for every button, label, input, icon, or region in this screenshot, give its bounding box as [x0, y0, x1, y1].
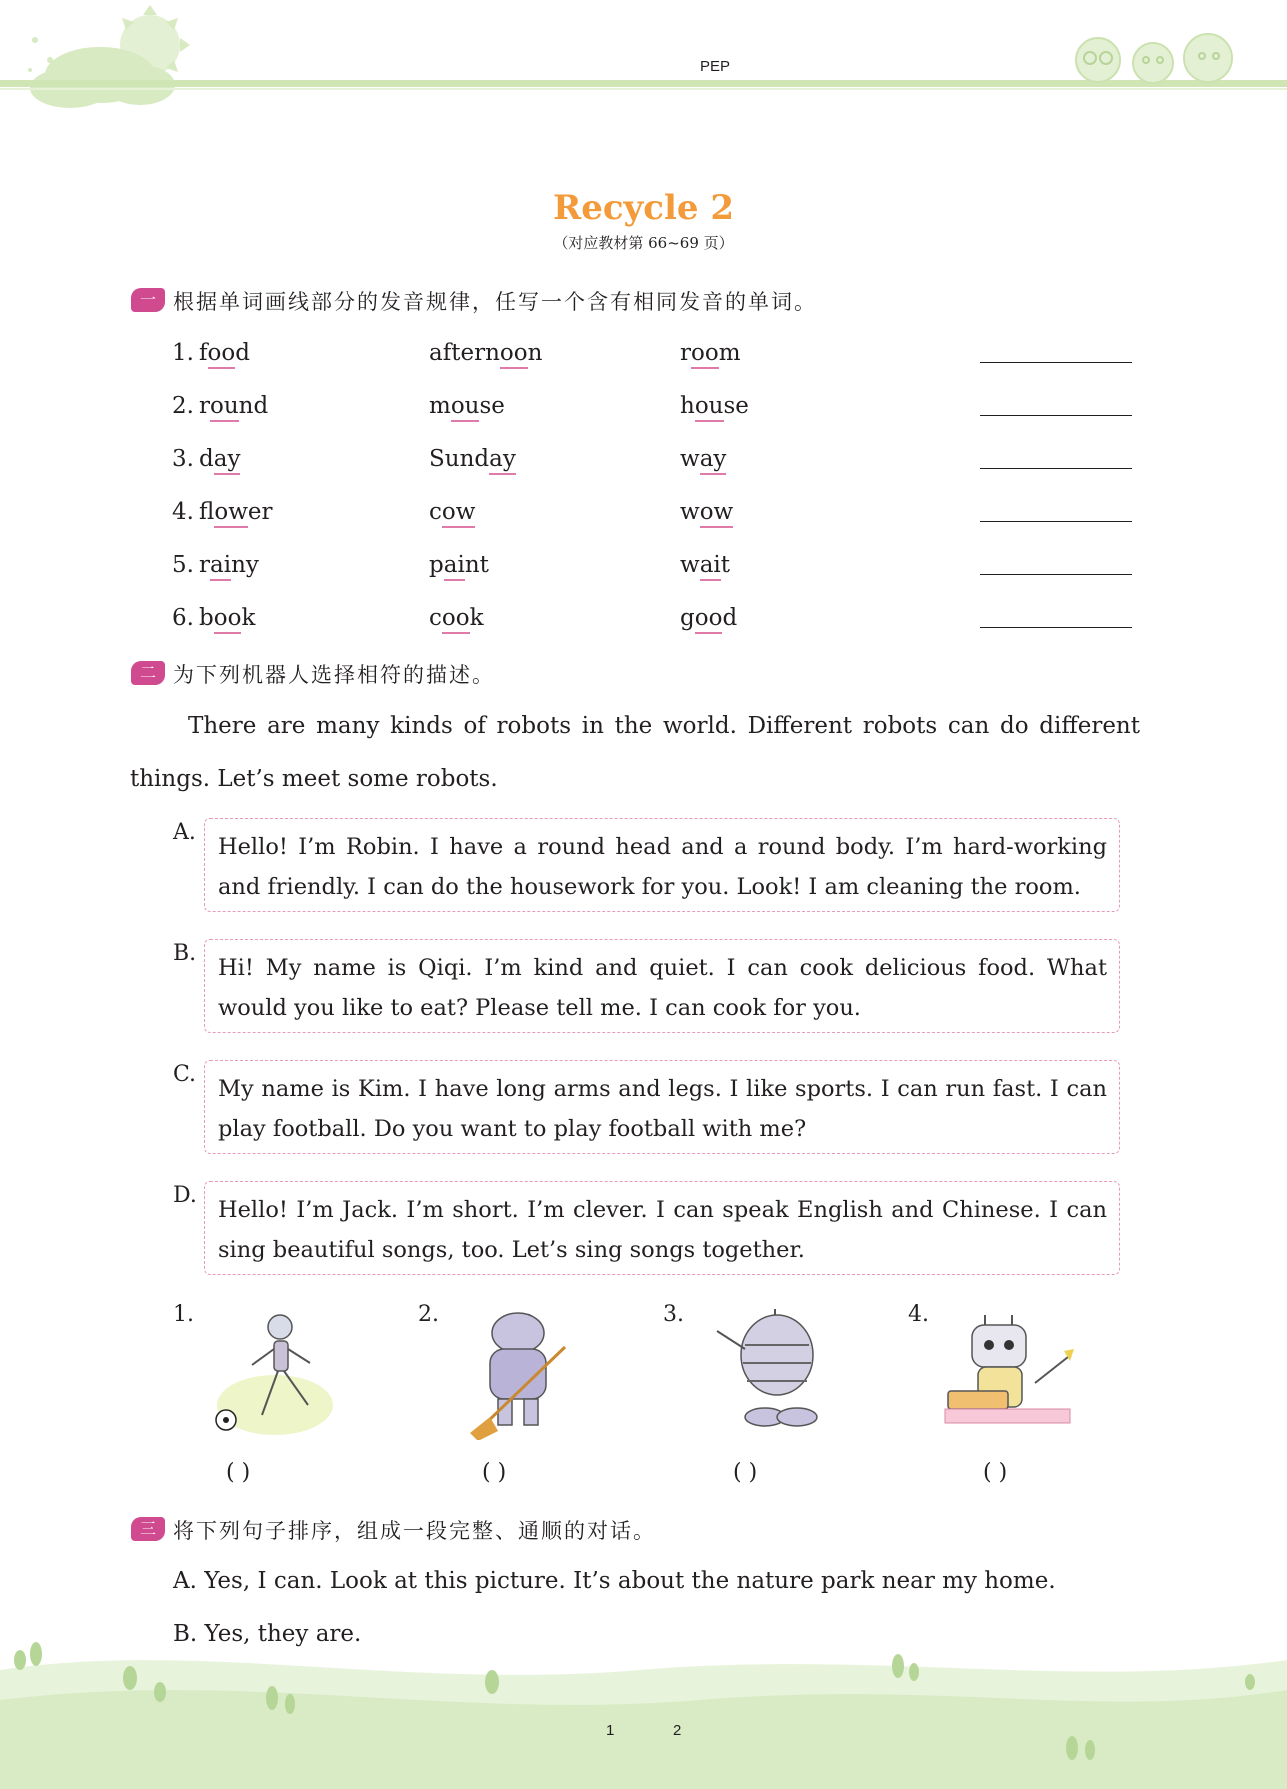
word-part: r	[680, 340, 691, 366]
dialogue-sentence-a: A. Yes, I can. Look at this picture. It’s about the nature park near my home.	[173, 1568, 1056, 1594]
underlined-letters: ai	[444, 552, 465, 581]
underlined-letters: ay	[489, 446, 516, 475]
word-row	[172, 340, 1132, 380]
word	[680, 605, 737, 631]
dialogue-sentence-b: B. Yes, they are.	[173, 1621, 362, 1647]
row-number: 1.	[172, 340, 194, 366]
underlined-letters: oo	[695, 605, 723, 634]
footer-hills-decoration	[0, 1630, 1287, 1789]
section-2-badge: 二	[131, 661, 165, 685]
section-2-title: 为下列机器人选择相符的描述。	[173, 663, 495, 687]
section-1-title: 根据单词画线部分的发音规律，任写一个含有相同发音的单词。	[173, 290, 817, 314]
word-row	[172, 605, 1132, 645]
word-part: d	[722, 605, 738, 631]
word-part: m	[429, 393, 451, 419]
word	[680, 552, 730, 578]
robot-football-picture	[200, 1305, 340, 1440]
word-part: er	[247, 499, 273, 525]
answer-parentheses: ( )	[983, 1460, 1008, 1485]
row-number: 4.	[172, 499, 194, 525]
picture-number: 1.	[173, 1302, 194, 1327]
option-letter: B.	[173, 941, 197, 966]
word	[680, 340, 741, 366]
word	[429, 340, 542, 366]
word	[429, 605, 484, 631]
word-part: b	[199, 605, 214, 631]
word-part: f	[199, 340, 208, 366]
underlined-letters: oo	[208, 340, 236, 369]
word	[199, 393, 268, 419]
word-part: w	[680, 552, 700, 578]
option-d-text: Hello! I’m Jack. I’m short. I’m clever. I can speak English and Chinese. I can sing beautiful songs, too. Let’s sing songs together.	[204, 1181, 1120, 1275]
word-row	[172, 393, 1132, 433]
word	[199, 605, 255, 631]
option-c-text: My name is Kim. I have long arms and legs. I like sports. I can run fast. I can play football. Do you want to play football with me?	[204, 1060, 1120, 1154]
underlined-letters: ai	[700, 552, 721, 581]
answer-blank[interactable]	[980, 574, 1132, 575]
word-part: m	[718, 340, 741, 366]
header-band-light	[0, 88, 1287, 90]
word-part: c	[429, 605, 442, 631]
word	[680, 393, 749, 419]
word-part: aftern	[429, 340, 500, 366]
row-number: 2.	[172, 393, 194, 419]
answer-blank[interactable]	[980, 468, 1132, 469]
page-subtitle: （对应教材第 66~69 页）	[553, 234, 734, 252]
underlined-letters: oo	[442, 605, 470, 634]
word-part: ny	[231, 552, 259, 578]
answer-blank[interactable]	[980, 521, 1132, 522]
word-part: se	[723, 393, 749, 419]
word-part: r	[199, 393, 210, 419]
word-part: fl	[199, 499, 215, 525]
robot-singing-picture	[705, 1305, 830, 1440]
underlined-letters: ou	[451, 393, 480, 422]
word-part: r	[199, 552, 210, 578]
word-part: nd	[238, 393, 269, 419]
picture-number: 3.	[663, 1302, 684, 1327]
word-part: w	[680, 446, 700, 472]
page-number-left: 1	[606, 1722, 615, 1739]
word-part: nt	[464, 552, 489, 578]
word-part: se	[479, 393, 505, 419]
header-animals-decoration	[1058, 18, 1258, 88]
underlined-letters: ay	[214, 446, 241, 475]
option-letter: A.	[173, 820, 196, 845]
answer-parentheses: ( )	[482, 1460, 507, 1485]
row-number: 3.	[172, 446, 194, 472]
option-a-text: Hello! I’m Robin. I have a round head and a round body. I’m hard-working and friendly. I can do the housework for you. Look! I am cleaning the room.	[204, 818, 1120, 912]
underlined-letters: ai	[210, 552, 231, 581]
answer-parentheses: ( )	[226, 1460, 251, 1485]
word-part: n	[527, 340, 543, 366]
underlined-letters: ow	[700, 499, 734, 528]
row-number: 5.	[172, 552, 194, 578]
picture-number: 4.	[908, 1302, 929, 1327]
underlined-letters: ou	[210, 393, 239, 422]
word	[429, 499, 475, 525]
word-part: Sund	[429, 446, 490, 472]
page-number-right: 2	[673, 1722, 682, 1739]
word-part: h	[680, 393, 695, 419]
word	[199, 499, 273, 525]
section-3-badge: 三	[131, 1517, 165, 1541]
page-title: Recycle 2	[552, 188, 735, 228]
word-row	[172, 552, 1132, 592]
word	[199, 552, 259, 578]
picture-number: 2.	[418, 1302, 439, 1327]
option-letter: D.	[173, 1183, 197, 1208]
answer-parentheses: ( )	[733, 1460, 758, 1485]
word	[429, 446, 516, 472]
option-b-text: Hi! My name is Qiqi. I’m kind and quiet. I can cook delicious food. What would you like to eat? Please tell me. I can cook for you.	[204, 939, 1120, 1033]
word	[199, 446, 240, 472]
word-part: p	[429, 552, 444, 578]
section-2-intro: There are many kinds of robots in the world. Different robots can do different things. Let’s meet some robots.	[130, 713, 1140, 792]
underlined-letters: ow	[214, 499, 248, 528]
robot-cooking-picture	[940, 1305, 1075, 1440]
option-letter: C.	[173, 1062, 197, 1087]
underlined-letters: ow	[442, 499, 476, 528]
word	[680, 499, 733, 525]
word-part: w	[680, 499, 700, 525]
word-part: d	[235, 340, 250, 366]
underlined-letters: ou	[695, 393, 724, 422]
word-part: g	[680, 605, 695, 631]
row-number: 6.	[172, 605, 194, 631]
header-cloud-sun-decoration	[0, 0, 220, 115]
section-3-title: 将下列句子排序，组成一段完整、通顺的对话。	[173, 1519, 656, 1543]
underlined-letters: oo	[214, 605, 242, 634]
answer-blank[interactable]	[980, 415, 1132, 416]
underlined-letters: oo	[691, 340, 719, 369]
word-part: k	[241, 605, 256, 631]
word-part: d	[199, 446, 214, 472]
robot-sweeping-picture	[460, 1305, 580, 1440]
word	[429, 393, 505, 419]
word-row	[172, 499, 1132, 539]
word-row	[172, 446, 1132, 486]
word-part: c	[429, 499, 442, 525]
word-part: t	[720, 552, 731, 578]
word	[429, 552, 489, 578]
section-1-badge: 一	[131, 288, 165, 312]
answer-blank[interactable]	[980, 627, 1132, 628]
word-part: k	[469, 605, 484, 631]
word	[199, 340, 250, 366]
answer-blank[interactable]	[980, 362, 1132, 363]
series-label: PEP	[700, 58, 731, 75]
underlined-letters: oo	[500, 340, 528, 369]
word	[680, 446, 726, 472]
underlined-letters: ay	[700, 446, 727, 475]
